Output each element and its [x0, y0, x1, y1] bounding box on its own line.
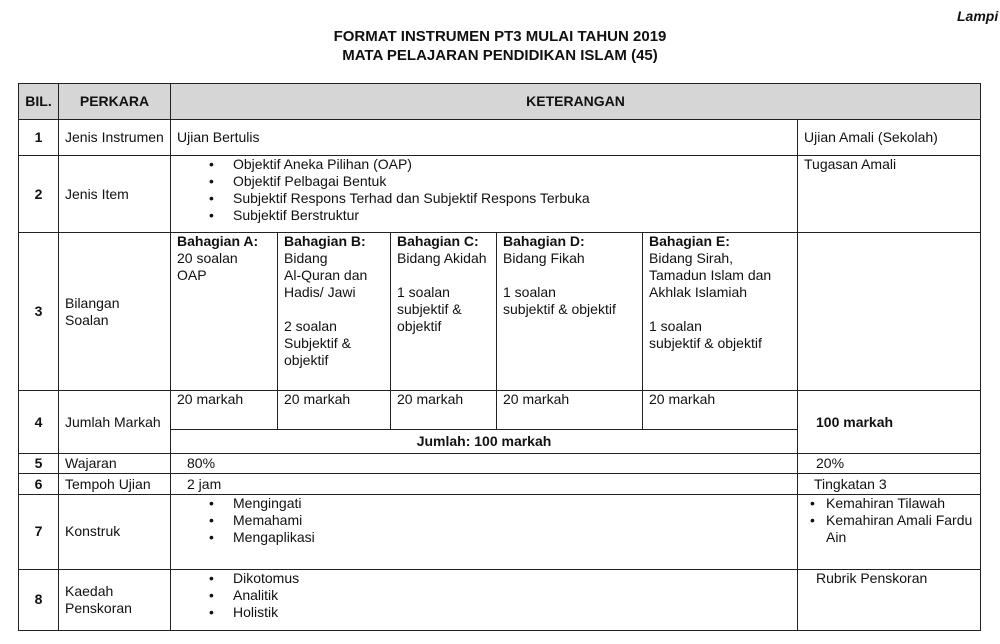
perkara-cell: Wajaran — [59, 454, 171, 474]
list-item: • Subjektif Respons Terhad dan Subjektif Respons Terbuka — [233, 190, 791, 207]
main-cell — [171, 569, 798, 630]
side-cell: Rubrik Penskoran — [798, 569, 981, 630]
section-line: Bidang Sirah, — [649, 250, 734, 267]
marks-cell: 20 markah — [497, 391, 643, 430]
section-line: subjektif & objektif — [649, 335, 762, 352]
total-marks: Jumlah: 100 markah — [171, 429, 798, 453]
main-cell: 80% — [171, 454, 798, 474]
section-line: Hadis/ Jawi — [284, 284, 356, 301]
construct-list — [177, 495, 791, 546]
section-line: Bidang — [284, 250, 328, 267]
title-line-2: MATA PELAJARAN PENDIDIKAN ISLAM (45) — [342, 47, 658, 64]
format-table — [18, 83, 981, 631]
item-type-list — [177, 156, 791, 224]
perkara-cell: Bilangan Soalan — [59, 233, 171, 391]
section-line: 2 soalan — [284, 318, 337, 335]
section-line: Subjektif & — [284, 335, 351, 352]
section-line: subjektif & objektif — [503, 301, 616, 318]
header-row — [19, 84, 981, 120]
section-line: 20 soalan — [177, 250, 238, 267]
side-construct-list — [804, 495, 974, 546]
side-cell — [798, 494, 981, 569]
perkara-cell: Konstruk — [59, 494, 171, 569]
side-cell: 100 markah — [798, 391, 981, 454]
section-line: objektif — [284, 352, 329, 369]
marks-cell: 20 markah — [391, 391, 497, 430]
section-b-cell — [278, 233, 391, 391]
main-cell — [171, 494, 798, 569]
section-title: Bahagian D: — [503, 233, 585, 250]
header-perkara: PERKARA — [59, 84, 171, 120]
section-line: 1 soalan — [503, 284, 556, 301]
list-item: • Kemahiran Amali Fardu Ain — [826, 512, 974, 546]
side-cell: Tugasan Amali — [798, 156, 981, 233]
main-cell: 2 jam — [171, 474, 798, 494]
perkara-cell: Jenis Item — [59, 156, 171, 233]
perkara-cell: Kaedah Penskoran — [59, 569, 171, 630]
table-row-8 — [19, 569, 981, 630]
list-item: • Subjektif Berstruktur — [233, 207, 791, 224]
section-line: Akhlak Islamiah — [649, 284, 748, 301]
row-number: 8 — [19, 569, 59, 630]
row-number: 6 — [19, 474, 59, 494]
list-item: • Dikotomus — [233, 570, 791, 587]
list-item: • Objektif Pelbagai Bentuk — [233, 173, 791, 190]
main-cell — [171, 156, 798, 233]
row-number: 7 — [19, 494, 59, 569]
list-item: • Mengingati — [233, 495, 791, 512]
list-item: • Holistik — [233, 604, 791, 621]
section-line: Bidang Akidah — [397, 250, 487, 267]
header-bil: BIL. — [19, 84, 59, 120]
corner-label: Lampi — [957, 8, 999, 24]
row-number: 1 — [19, 119, 59, 156]
section-d-cell — [497, 233, 643, 391]
section-line: OAP — [177, 267, 207, 284]
list-item: • Analitik — [233, 587, 791, 604]
table-row-3 — [19, 233, 981, 391]
list-item: • Memahami — [233, 512, 791, 529]
scoring-list — [177, 570, 791, 621]
main-cell: Ujian Bertulis — [171, 119, 798, 156]
side-cell: 20% — [798, 454, 981, 474]
section-a-cell — [171, 233, 278, 391]
header-keterangan: KETERANGAN — [171, 84, 981, 120]
perkara-cell: Jenis Instrumen — [59, 119, 171, 156]
section-line: 1 soalan — [649, 318, 702, 335]
perkara-cell: Tempoh Ujian — [59, 474, 171, 494]
section-title: Bahagian E: — [649, 233, 730, 250]
perkara-cell: Jumlah Markah — [59, 391, 171, 454]
side-cell — [798, 233, 981, 391]
row-number: 5 — [19, 454, 59, 474]
row-number: 2 — [19, 156, 59, 233]
table-row-1 — [19, 119, 981, 156]
marks-cell: 20 markah — [171, 391, 278, 430]
side-cell: Ujian Amali (Sekolah) — [798, 119, 981, 156]
marks-cell: 20 markah — [643, 391, 798, 430]
section-line: subjektif & — [397, 301, 462, 318]
section-e-cell — [643, 233, 798, 391]
row-number: 3 — [19, 233, 59, 391]
section-line: Tamadun Islam dan — [649, 267, 772, 284]
section-c-cell — [391, 233, 497, 391]
section-line: Al-Quran dan — [284, 267, 368, 284]
table-row-6 — [19, 474, 981, 494]
table-row-4 — [19, 391, 981, 430]
row-number: 4 — [19, 391, 59, 454]
section-line: Bidang Fikah — [503, 250, 585, 267]
section-title: Bahagian C: — [397, 233, 479, 250]
document-title — [0, 27, 1000, 65]
list-item: • Objektif Aneka Pilihan (OAP) — [233, 156, 791, 173]
side-cell: Tingkatan 3 — [798, 474, 981, 494]
title-line-1: FORMAT INSTRUMEN PT3 MULAI TAHUN 2019 — [333, 28, 667, 45]
list-item: • Mengaplikasi — [233, 529, 791, 546]
table-row-2 — [19, 156, 981, 233]
section-line: 1 soalan — [397, 284, 450, 301]
section-title: Bahagian A: — [177, 233, 259, 250]
list-item: • Kemahiran Tilawah — [826, 495, 974, 512]
section-title: Bahagian B: — [284, 233, 366, 250]
marks-cell: 20 markah — [278, 391, 391, 430]
section-line: objektif — [397, 318, 442, 335]
table-row-7 — [19, 494, 981, 569]
table-row-5 — [19, 454, 981, 474]
